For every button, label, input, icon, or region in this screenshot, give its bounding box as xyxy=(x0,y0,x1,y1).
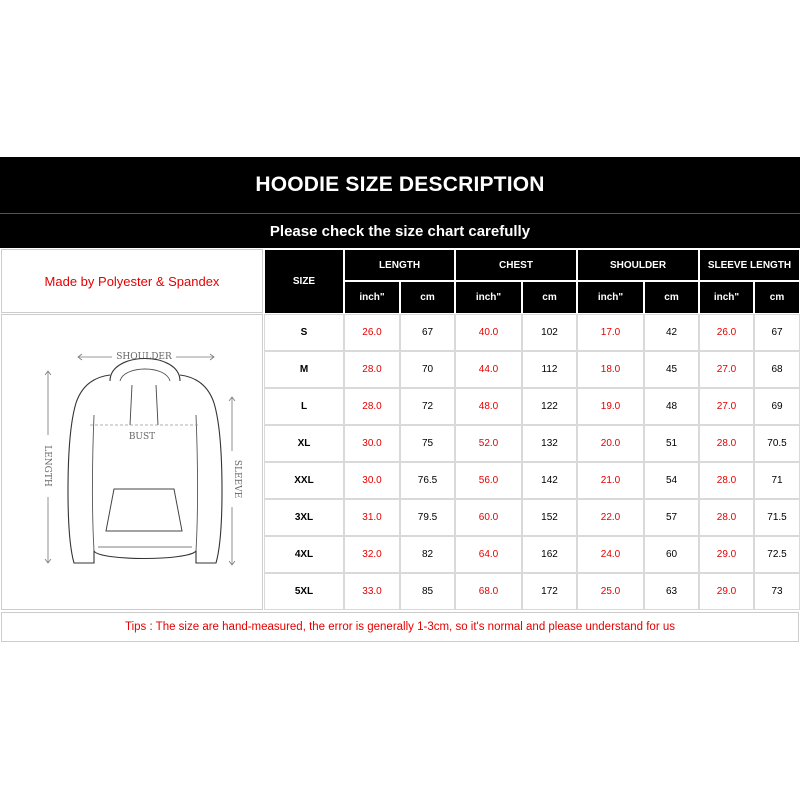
size-label: S xyxy=(264,314,344,351)
unit-header: inch" xyxy=(699,281,754,314)
inch-value: 28.0 xyxy=(344,351,400,388)
inch-value: 28.0 xyxy=(699,425,754,462)
inch-value: 29.0 xyxy=(699,536,754,573)
cm-value: 68 xyxy=(754,351,800,388)
inch-value: 40.0 xyxy=(455,314,522,351)
inch-value: 31.0 xyxy=(344,499,400,536)
sleeve-label: SLEEVE xyxy=(232,459,242,499)
cm-value: 70.5 xyxy=(754,425,800,462)
shoulder-label: SHOULDER xyxy=(116,352,172,362)
unit-header: inch" xyxy=(455,281,522,314)
cm-value: 45 xyxy=(644,351,699,388)
cm-value: 85 xyxy=(400,573,455,610)
cm-value: 132 xyxy=(522,425,577,462)
cm-value: 72 xyxy=(400,388,455,425)
cm-value: 48 xyxy=(644,388,699,425)
inch-value: 28.0 xyxy=(699,499,754,536)
inch-value: 27.0 xyxy=(699,351,754,388)
bust-label: BUST xyxy=(128,432,156,442)
size-label: 4XL xyxy=(264,536,344,573)
cm-value: 67 xyxy=(754,314,800,351)
group-header: LENGTH xyxy=(344,249,455,281)
cm-value: 71.5 xyxy=(754,499,800,536)
unit-header: inch" xyxy=(344,281,400,314)
hoodie-illustration xyxy=(2,315,264,611)
cm-value: 122 xyxy=(522,388,577,425)
inch-value: 48.0 xyxy=(455,388,522,425)
inch-value: 25.0 xyxy=(577,573,644,610)
cm-value: 75 xyxy=(400,425,455,462)
size-label: M xyxy=(264,351,344,388)
cm-value: 112 xyxy=(522,351,577,388)
inch-value: 60.0 xyxy=(455,499,522,536)
inch-value: 26.0 xyxy=(344,314,400,351)
inch-value: 28.0 xyxy=(344,388,400,425)
cm-value: 71 xyxy=(754,462,800,499)
inch-value: 30.0 xyxy=(344,462,400,499)
inch-value: 32.0 xyxy=(344,536,400,573)
cm-value: 102 xyxy=(522,314,577,351)
size-label: XXL xyxy=(264,462,344,499)
chart-subtitle: Please check the size chart carefully xyxy=(0,213,800,248)
group-header: SHOULDER xyxy=(577,249,699,281)
inch-value: 21.0 xyxy=(577,462,644,499)
cm-value: 152 xyxy=(522,499,577,536)
unit-header: cm xyxy=(400,281,455,314)
cm-value: 82 xyxy=(400,536,455,573)
inch-value: 33.0 xyxy=(344,573,400,610)
inch-value: 56.0 xyxy=(455,462,522,499)
inch-value: 52.0 xyxy=(455,425,522,462)
inch-value: 64.0 xyxy=(455,536,522,573)
cm-value: 60 xyxy=(644,536,699,573)
inch-value: 22.0 xyxy=(577,499,644,536)
unit-header: inch" xyxy=(577,281,644,314)
cm-value: 63 xyxy=(644,573,699,610)
unit-header: cm xyxy=(644,281,699,314)
cm-value: 42 xyxy=(644,314,699,351)
size-label: 5XL xyxy=(264,573,344,610)
cm-value: 172 xyxy=(522,573,577,610)
inch-value: 20.0 xyxy=(577,425,644,462)
tips-note: Tips : The size are hand-measured, the error is generally 1-3cm, so it's normal and please understand for us xyxy=(1,612,799,642)
group-header: CHEST xyxy=(455,249,577,281)
cm-value: 162 xyxy=(522,536,577,573)
inch-value: 17.0 xyxy=(577,314,644,351)
inch-value: 18.0 xyxy=(577,351,644,388)
cm-value: 73 xyxy=(754,573,800,610)
size-table xyxy=(264,249,800,610)
material-note: Made by Polyester & Spandex xyxy=(1,249,263,313)
size-label: 3XL xyxy=(264,499,344,536)
inch-value: 68.0 xyxy=(455,573,522,610)
cm-value: 79.5 xyxy=(400,499,455,536)
cm-value: 69 xyxy=(754,388,800,425)
cm-value: 51 xyxy=(644,425,699,462)
inch-value: 19.0 xyxy=(577,388,644,425)
inch-value: 29.0 xyxy=(699,573,754,610)
size-chart xyxy=(0,157,800,641)
length-label: LENGTH xyxy=(42,445,52,487)
inch-value: 44.0 xyxy=(455,351,522,388)
size-header: SIZE xyxy=(264,249,344,314)
inch-value: 24.0 xyxy=(577,536,644,573)
chart-title: HOODIE SIZE DESCRIPTION xyxy=(0,157,800,213)
cm-value: 67 xyxy=(400,314,455,351)
inch-value: 27.0 xyxy=(699,388,754,425)
cm-value: 76.5 xyxy=(400,462,455,499)
size-label: XL xyxy=(264,425,344,462)
cm-value: 57 xyxy=(644,499,699,536)
inch-value: 28.0 xyxy=(699,462,754,499)
cm-value: 142 xyxy=(522,462,577,499)
cm-value: 72.5 xyxy=(754,536,800,573)
unit-header: cm xyxy=(754,281,800,314)
inch-value: 30.0 xyxy=(344,425,400,462)
inch-value: 26.0 xyxy=(699,314,754,351)
unit-header: cm xyxy=(522,281,577,314)
group-header: SLEEVE LENGTH xyxy=(699,249,800,281)
cm-value: 54 xyxy=(644,462,699,499)
size-label: L xyxy=(264,388,344,425)
cm-value: 70 xyxy=(400,351,455,388)
hoodie-diagram xyxy=(1,314,263,610)
